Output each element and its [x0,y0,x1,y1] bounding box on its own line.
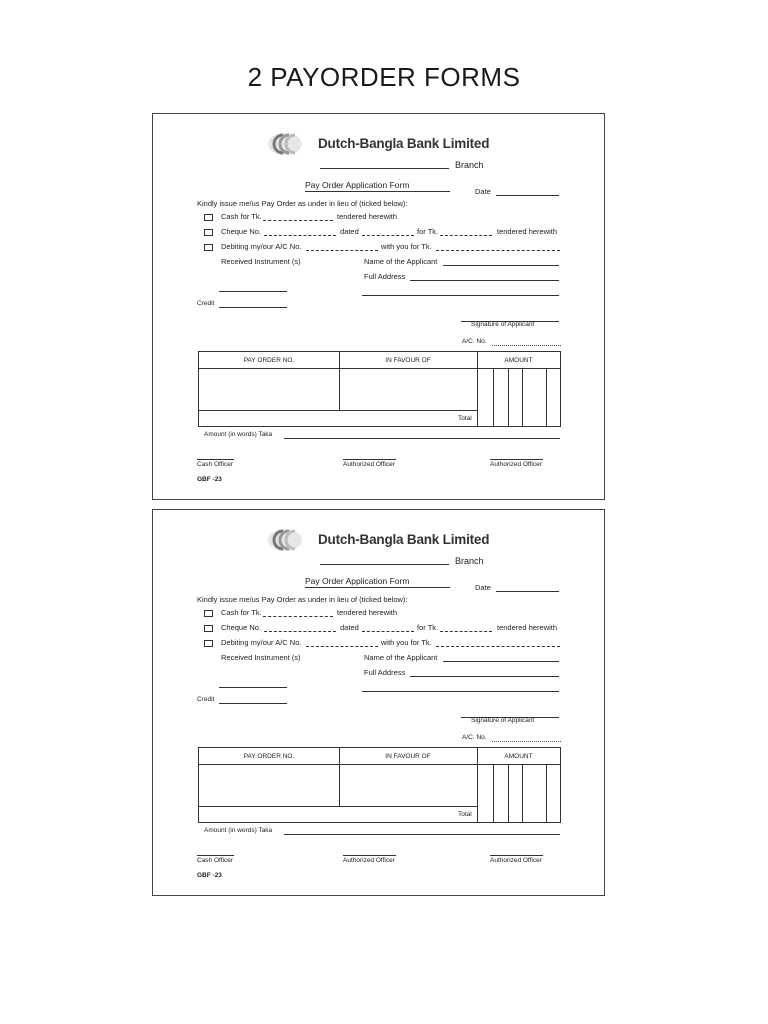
branch-label: Branch [455,160,484,170]
branch-field[interactable] [320,168,449,169]
with-you-for-label: with you for Tk. [381,242,432,251]
payorder-form [152,509,605,896]
cash-tendered-label: tendered herewith [337,212,398,221]
address-field-line-2[interactable] [362,295,559,296]
total-label: Total [458,811,472,818]
debit-amount-field[interactable] [436,250,560,251]
cash-amount-field[interactable] [263,616,333,617]
bank-name: Dutch-Bangla Bank Limited [318,136,490,151]
debit-amount-field[interactable] [436,646,560,647]
payorder-table [198,747,561,823]
debit-checkbox[interactable] [204,244,213,251]
for-tk-label: for Tk. [417,623,439,632]
cheque-no-field[interactable] [264,235,336,236]
col-amount: AMOUNT [504,357,533,364]
col-amount: AMOUNT [504,753,533,760]
amount-in-words-field[interactable] [284,438,560,439]
form-title-underline [305,587,450,588]
col-pay-order-no: PAY ORDER NO. [243,753,295,760]
cheque-checkbox[interactable] [204,625,213,632]
applicant-name-label: Name of the Applicant [364,257,438,266]
received-instrument-label: Received Instrument (s) [221,257,301,266]
credit-label: Credit [197,696,215,703]
cash-checkbox[interactable] [204,214,213,221]
for-tk-label: for Tk. [417,227,439,236]
cheque-tendered-label: tendered herewith [497,227,558,236]
cheque-amount-field[interactable] [440,631,492,632]
address-field-line-1[interactable] [410,676,559,677]
full-address-label: Full Address [364,668,406,677]
cash-tendered-label: tendered herewith [337,608,398,617]
bank-logo-icon [267,528,303,552]
account-no-field[interactable] [306,250,378,251]
authorized-officer-2-signature[interactable] [490,459,543,460]
cash-officer-signature[interactable] [197,459,234,460]
applicant-name-label: Name of the Applicant [364,653,438,662]
debiting-label: Debiting my/our A/C No. [221,638,302,647]
cash-officer-signature[interactable] [197,855,234,856]
with-you-for-label: with you for Tk. [381,638,432,647]
cheque-checkbox[interactable] [204,229,213,236]
cheque-no-label: Cheque No. [221,623,262,632]
page-title: 2 PAYORDER FORMS [247,62,521,92]
branch-field[interactable] [320,564,449,565]
authorized-officer-2-signature[interactable] [490,855,543,856]
cash-checkbox[interactable] [204,610,213,617]
authorized-officer-1-signature[interactable] [343,459,396,460]
form-title: Pay Order Application Form [305,576,410,586]
cheque-no-label: Cheque No. [221,227,262,236]
received-instrument-label: Received Instrument (s) [221,653,301,662]
cash-for-label: Cash for Tk. [221,212,262,221]
full-address-label: Full Address [364,272,406,281]
ac-no-field[interactable] [492,741,561,742]
instruction-text: Kindly issue me/us Pay Order as under in lieu of (ticked below): [197,199,408,208]
received-instrument-field[interactable] [219,687,287,688]
dated-label: dated [340,623,359,632]
instruction-text: Kindly issue me/us Pay Order as under in lieu of (ticked below): [197,595,408,604]
authorized-officer-1-label: Authorized Officer [343,857,395,864]
credit-field[interactable] [219,307,287,308]
col-in-favour-of: IN FAVOUR OF [385,753,431,760]
address-field-line-1[interactable] [410,280,559,281]
debiting-label: Debiting my/our A/C No. [221,242,302,251]
credit-field[interactable] [219,703,287,704]
cash-officer-label: Cash Officer [197,857,234,864]
signature-label: Signature of Applicant [471,717,535,724]
cash-amount-field[interactable] [263,220,333,221]
signature-label: Signature of Applicant [471,321,535,328]
account-no-field[interactable] [306,646,378,647]
authorized-officer-2-label: Authorized Officer [490,857,542,864]
amount-in-words-field[interactable] [284,834,560,835]
date-label: Date [475,187,491,196]
cheque-date-field[interactable] [362,235,414,236]
col-pay-order-no: PAY ORDER NO. [243,357,295,364]
ac-no-field[interactable] [492,345,561,346]
ac-no-label: A/C. No. [462,338,487,345]
authorized-officer-1-signature[interactable] [343,855,396,856]
ac-no-label: A/C. No. [462,734,487,741]
amount-in-words-label: Amount (in words) Taka [204,431,273,438]
form-title: Pay Order Application Form [305,180,410,190]
branch-label: Branch [455,556,484,566]
form-title-underline [305,191,450,192]
payorder-table [198,351,561,427]
authorized-officer-1-label: Authorized Officer [343,461,395,468]
amount-in-words-label: Amount (in words) Taka [204,827,273,834]
bank-logo-icon [267,132,303,156]
received-instrument-field[interactable] [219,291,287,292]
cheque-tendered-label: tendered herewith [497,623,558,632]
dated-label: dated [340,227,359,236]
form-code: GBF -23 [197,872,222,879]
debit-checkbox[interactable] [204,640,213,647]
date-label: Date [475,583,491,592]
total-label: Total [458,415,472,422]
cash-officer-label: Cash Officer [197,461,234,468]
payorder-form [152,113,605,500]
authorized-officer-2-label: Authorized Officer [490,461,542,468]
cheque-no-field[interactable] [264,631,336,632]
date-field[interactable] [496,591,559,592]
date-field[interactable] [496,195,559,196]
form-code: GBF -23 [197,476,222,483]
address-field-line-2[interactable] [362,691,559,692]
applicant-name-field[interactable] [443,265,559,266]
cash-for-label: Cash for Tk. [221,608,262,617]
cheque-date-field[interactable] [362,631,414,632]
applicant-name-field[interactable] [443,661,559,662]
col-in-favour-of: IN FAVOUR OF [385,357,431,364]
credit-label: Credit [197,300,215,307]
cheque-amount-field[interactable] [440,235,492,236]
bank-name: Dutch-Bangla Bank Limited [318,532,490,547]
